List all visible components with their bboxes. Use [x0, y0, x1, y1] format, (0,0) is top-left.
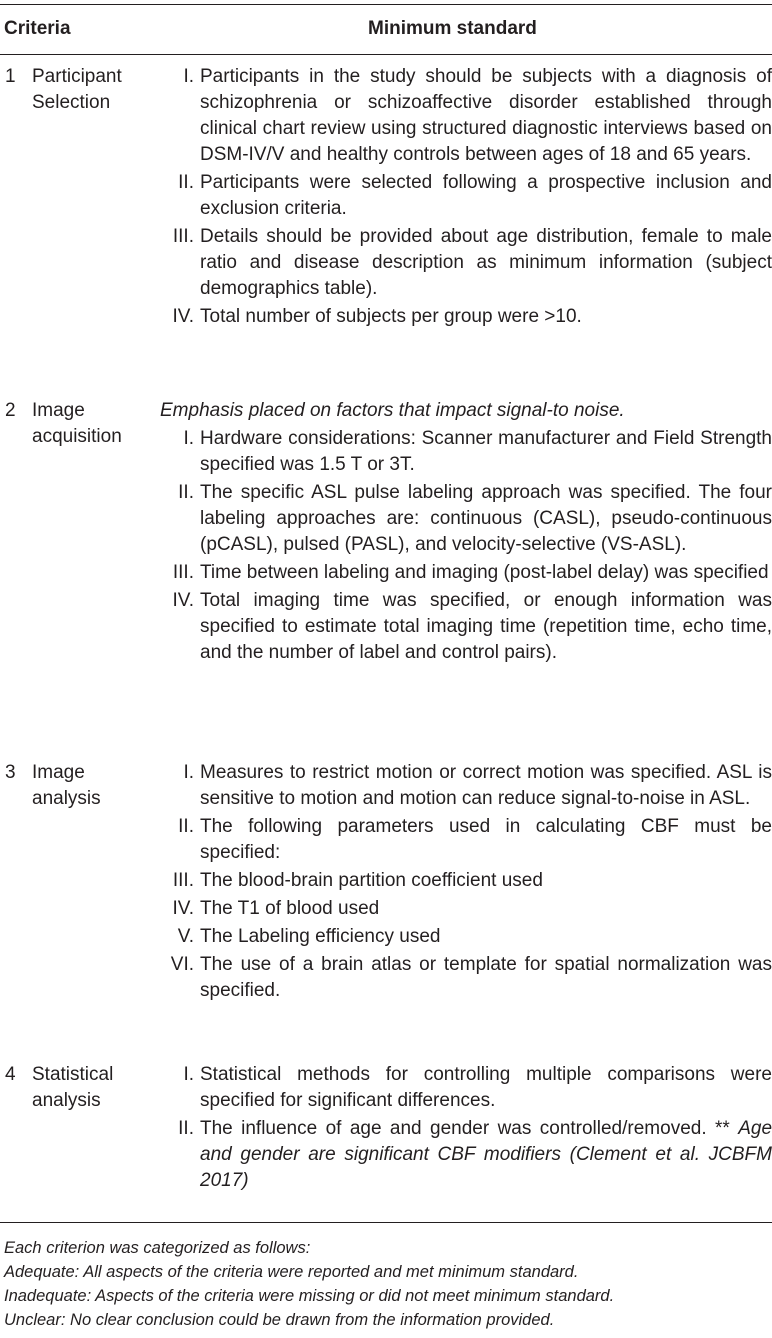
row-number: 4	[5, 1064, 16, 1085]
item-text: The following parameters used in calculating CBF must be specified:	[200, 816, 772, 863]
list-item	[160, 170, 772, 222]
top-rule	[0, 4, 772, 5]
row-number: 3	[5, 762, 16, 783]
item-text: Participants were selected following a prospective inclusion and exclusion criteria.	[200, 172, 772, 219]
roman-numeral: II.	[178, 172, 194, 193]
list-item	[160, 924, 772, 950]
roman-numeral: IV.	[172, 590, 194, 611]
item-text: The use of a brain atlas or template for spatial normalization was specified.	[200, 954, 772, 1001]
item-text: Time between labeling and imaging (post-label delay) was specified	[200, 562, 769, 583]
roman-numeral: IV.	[172, 306, 194, 327]
footnote-adequate: Adequate: All aspects of the criteria were reported and met minimum standard.	[4, 1263, 579, 1281]
list-item	[160, 952, 772, 1004]
list-item	[160, 224, 772, 302]
list-item	[160, 1116, 772, 1194]
list-item	[160, 868, 772, 894]
row-criterion: Image acquisition	[32, 400, 122, 447]
item-text: The influence of age and gender was controlled/removed. **	[200, 1118, 730, 1139]
item-text: Total imaging time was specified, or enough information was specified to estimate total imaging time (repetition time, echo time, and the number of label and control pairs).	[200, 590, 772, 663]
list-item	[160, 560, 772, 586]
row-criterion: Statistical analysis	[32, 1064, 114, 1111]
item-text: Total number of subjects per group were >10.	[200, 306, 582, 327]
item-text: The Labeling efficiency used	[200, 926, 441, 947]
header-criteria: Criteria	[4, 18, 71, 39]
roman-numeral: III.	[172, 226, 194, 247]
list-item	[160, 896, 772, 922]
item-text: The specific ASL pulse labeling approach was specified. The four labeling approaches are: continuous (CASL), pseudo-continuous (pCASL), pulsed (PASL), and velocity-selective (VS-ASL).	[200, 482, 772, 555]
roman-numeral: II.	[178, 482, 194, 503]
item-text: Measures to restrict motion or correct motion was specified. ASL is sensitive to motion and motion can reduce signal-to-noise in ASL.	[200, 762, 772, 809]
row-number: 1	[5, 66, 16, 87]
criteria-table-body	[0, 64, 772, 1222]
roman-numeral: II.	[178, 1118, 194, 1139]
bottom-rule	[0, 1222, 772, 1223]
table-row	[0, 398, 772, 760]
roman-numeral: VI.	[170, 954, 194, 975]
roman-numeral: V.	[177, 926, 194, 947]
table-footnotes	[4, 1236, 770, 1332]
roman-numeral: I.	[183, 428, 194, 449]
item-text: The blood-brain partition coefficient used	[200, 870, 543, 891]
row-criterion: Image analysis	[32, 762, 101, 809]
list-item	[160, 1062, 772, 1114]
row-emphasis: Emphasis placed on factors that impact signal-to noise.	[160, 400, 625, 421]
item-text: The T1 of blood used	[200, 898, 380, 919]
roman-numeral: I.	[183, 762, 194, 783]
list-item	[160, 588, 772, 666]
list-item	[160, 304, 772, 330]
footnote-unclear: Unclear: No clear conclusion could be drawn from the information provided.	[4, 1311, 555, 1329]
roman-numeral: III.	[172, 870, 194, 891]
item-italic-note: Age and gender are significant CBF modifiers (Clement et al. JCBFM 2017)	[200, 1118, 772, 1191]
item-text: Participants in the study should be subjects with a diagnosis of schizophrenia or schizoaffective disorder established through clinical chart review using structured diagnostic interviews based on DSM-IV/V and healthy controls between ages of 18 and 65 years.	[200, 66, 772, 165]
table-row	[0, 1062, 772, 1222]
list-item	[160, 64, 772, 168]
list-item	[160, 426, 772, 478]
roman-numeral: III.	[172, 562, 194, 583]
roman-numeral: II.	[178, 816, 194, 837]
row-criterion: Participant Selection	[32, 66, 122, 113]
list-item	[160, 760, 772, 812]
item-text: Hardware considerations: Scanner manufacturer and Field Strength specified was 1.5 T or 3T.	[200, 428, 772, 475]
item-text: Statistical methods for controlling multiple comparisons were specified for significant differences.	[200, 1064, 772, 1111]
roman-numeral: I.	[183, 66, 194, 87]
header-rule	[0, 54, 772, 55]
list-item	[160, 480, 772, 558]
item-text: Details should be provided about age distribution, female to male ratio and disease description as minimum information (subject demographics table).	[200, 226, 772, 299]
list-item	[160, 814, 772, 866]
roman-numeral: IV.	[172, 898, 194, 919]
footnote-inadequate: Inadequate: Aspects of the criteria were missing or did not meet minimum standard.	[4, 1287, 615, 1305]
table-row	[0, 64, 772, 398]
roman-numeral: I.	[183, 1064, 194, 1085]
row-number: 2	[5, 400, 16, 421]
table-row	[0, 760, 772, 1062]
footnote-intro: Each criterion was categorized as follows:	[4, 1239, 311, 1257]
header-minimum-standard: Minimum standard	[368, 18, 537, 39]
